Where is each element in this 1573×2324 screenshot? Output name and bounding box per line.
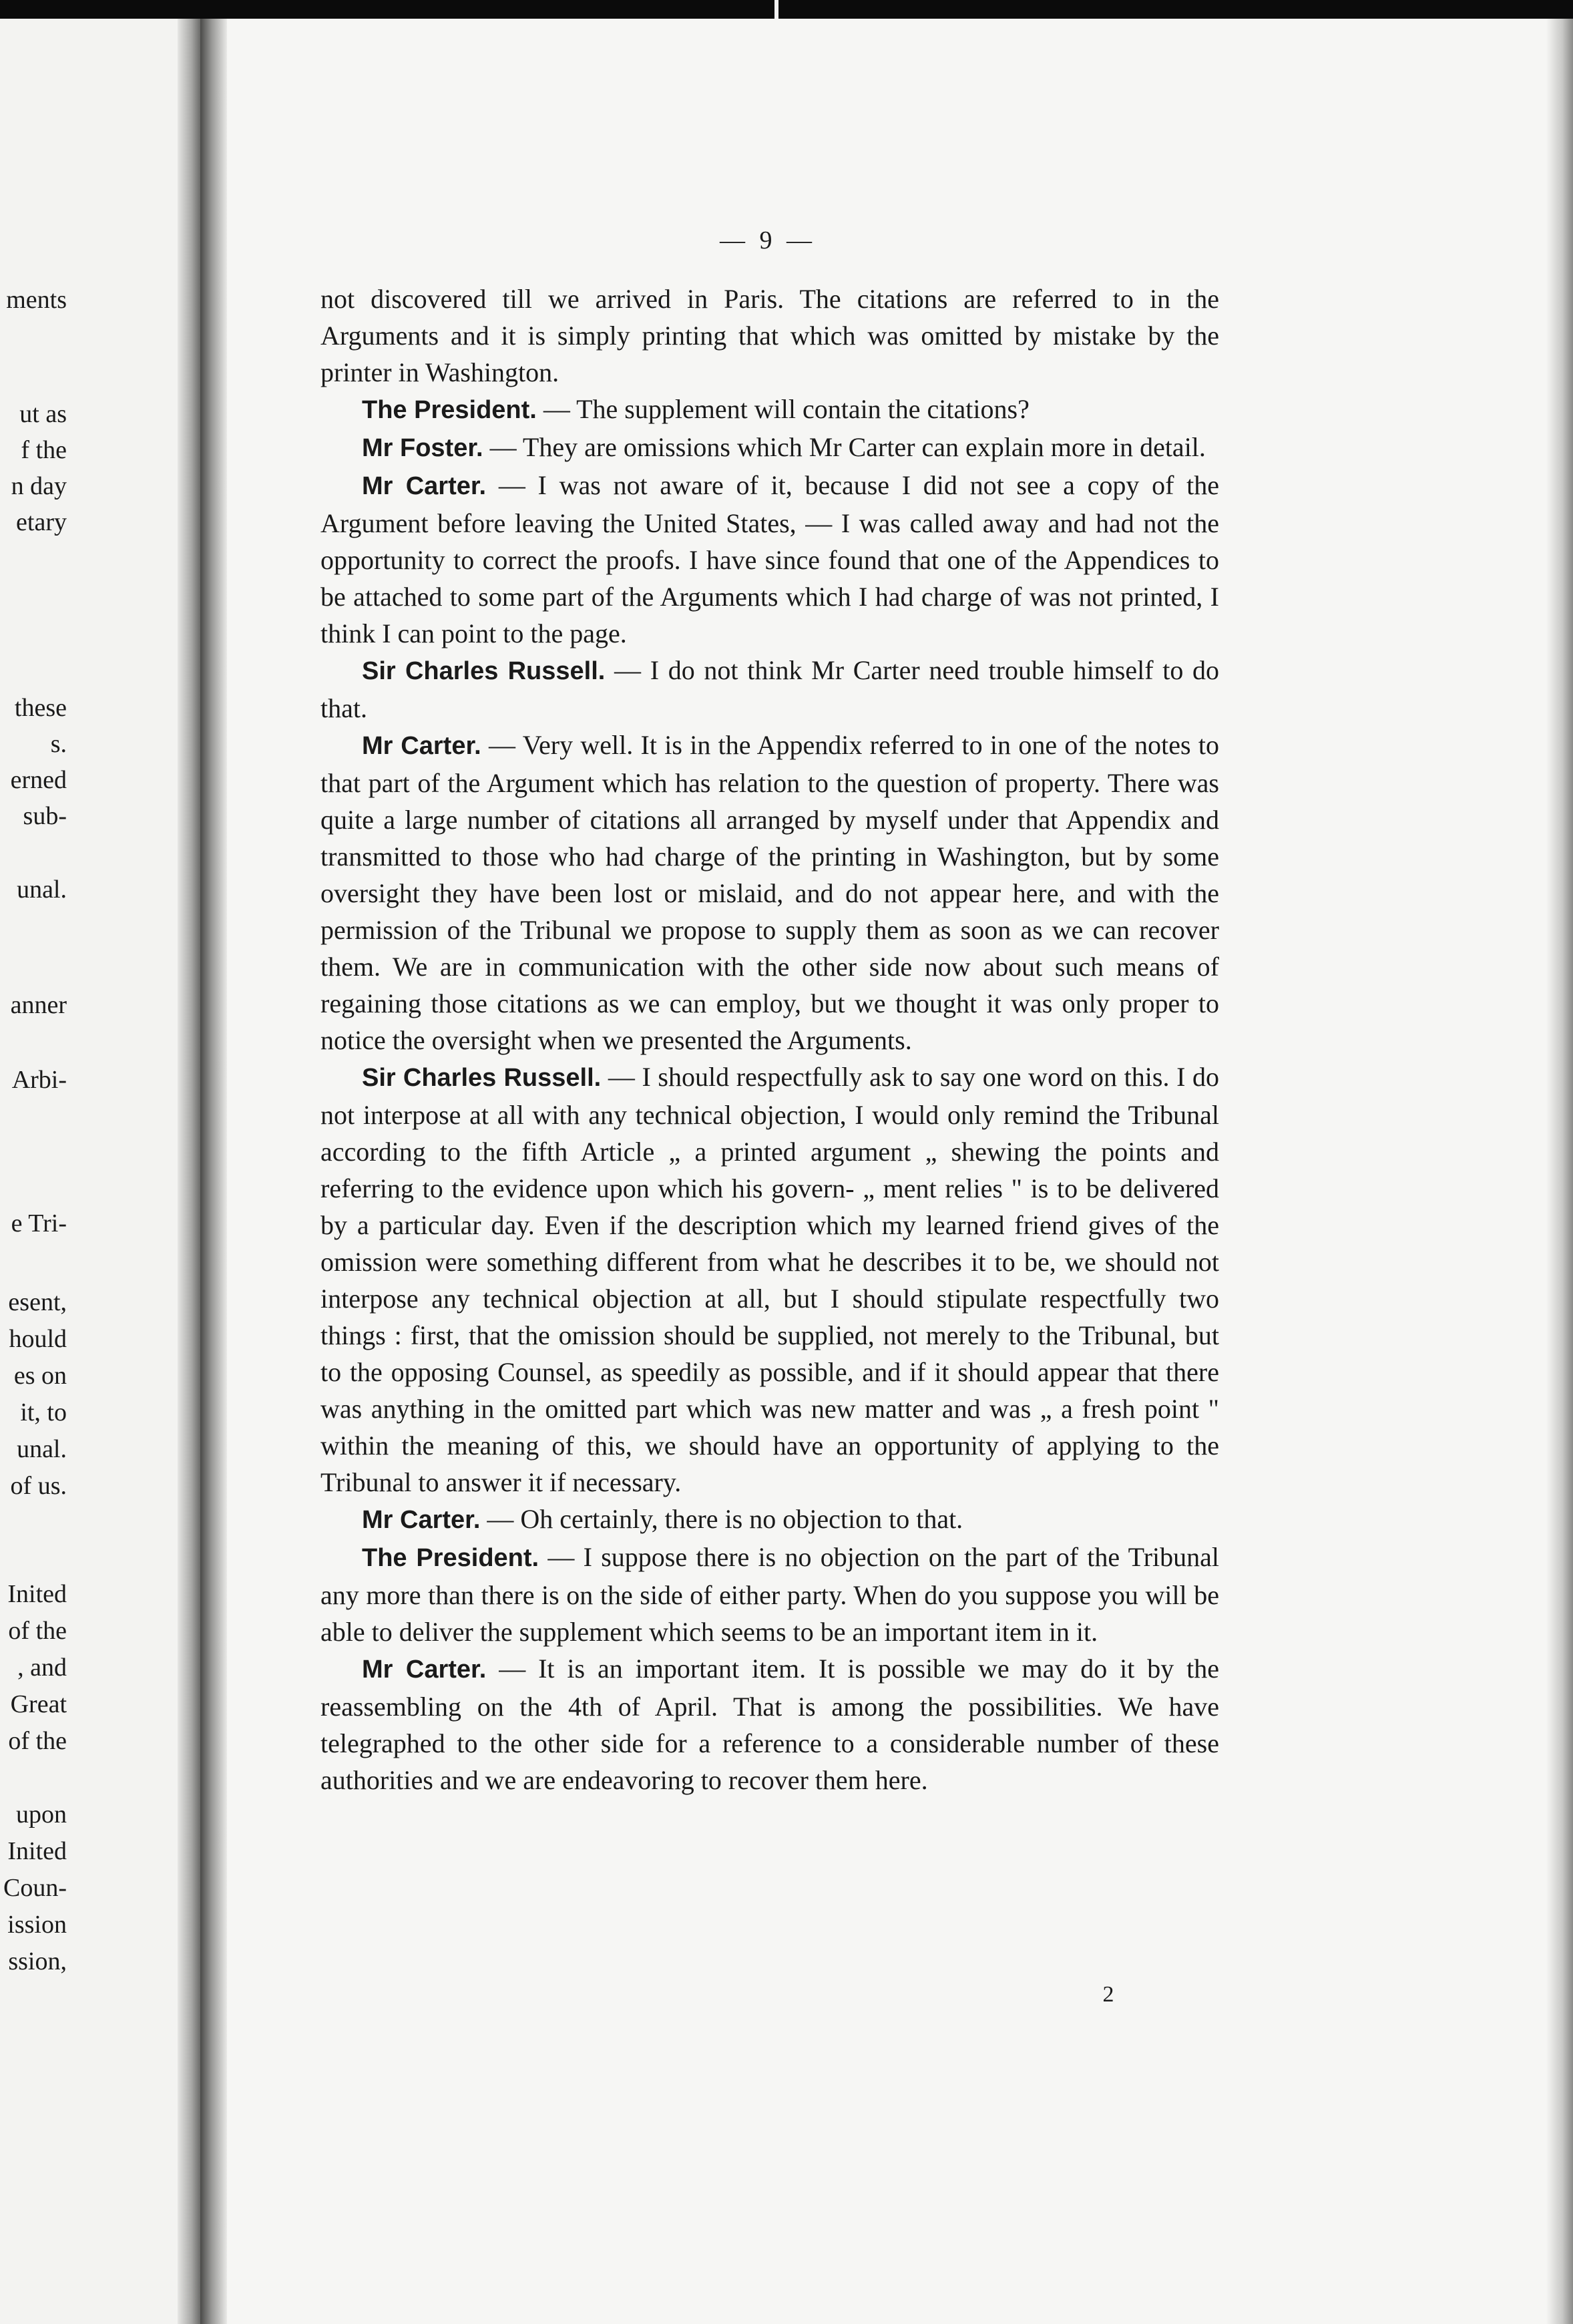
fragment-line: Coun- [3, 1874, 67, 1902]
left-fragment-2 [0, 396, 67, 540]
paragraph [320, 1058, 1219, 1501]
fragment-line: ments [6, 286, 67, 314]
fragment-line: of the [8, 1727, 67, 1755]
fragment-line: s. [50, 730, 67, 758]
left-fragment-3 [0, 690, 67, 834]
fragment-line: erned [10, 766, 67, 794]
left-fragment-4 [0, 877, 67, 902]
fragment-line: of us. [10, 1472, 67, 1500]
transcript-body [320, 280, 1219, 1798]
fragment-line: of the [8, 1617, 67, 1645]
fragment-line: hould [9, 1325, 67, 1353]
fragment-line: these [14, 694, 67, 722]
paragraph [320, 429, 1219, 467]
fragment-line: n day [11, 472, 67, 500]
fragment-line: unal. [17, 876, 67, 904]
speaker-name: Sir Charles Russell. [362, 1064, 602, 1092]
paragraph [320, 467, 1219, 652]
left-page [0, 19, 200, 2324]
page-number: — 9 — [720, 226, 816, 254]
speaker-name: Mr Foster. [362, 434, 483, 462]
paragraph-text: — They are omissions which Mr Carter can explain more in detail. [489, 432, 1206, 462]
speaker-name: Mr Carter. [362, 732, 481, 760]
paragraph [320, 280, 1219, 391]
paragraph [320, 1539, 1219, 1650]
paragraph-text: — Oh certainly, there is no objection to that. [487, 1504, 963, 1534]
paragraph-text: — I should respectfully ask to say one word on this. I do not interpose at all with any technical objection, I would only remind the Tribunal according to the fifth Article „ a printed argument „ shewing the points and referring to the evidence upon which his govern- „ ment relies " is to be delivered by a particular day. Even if the description which my learned friend gives of the omission were something different from what he describes it to be, we should not interpose any technical objection at all, but I should stipulate respectfully two things : first, that the omission should be supplied, not merely to the Tribunal, but to the opposing Counsel, as speedily as possible, and if it should appear that there was anything in the omitted part which was new matter and was „ a fresh point " within the meaning of this, we should have an opportunity of applying to the Tribunal to answer it if necessary. [320, 1062, 1220, 1497]
left-page-gutter [178, 19, 200, 2324]
speaker-name: Mr Carter. [362, 1656, 487, 1684]
paragraph [320, 1501, 1219, 1539]
speaker-name: Mr Carter. [362, 472, 487, 500]
fragment-line: es on [13, 1362, 67, 1390]
right-page-edge [1546, 19, 1573, 2324]
top-edge-mark [774, 0, 778, 19]
paragraph-text: — The supplement will contain the citations? [543, 394, 1030, 424]
speaker-name: The President. [362, 1544, 539, 1572]
fragment-line: etary [16, 508, 67, 536]
left-fragment-1 [0, 287, 67, 313]
fragment-line: esent, [8, 1288, 67, 1316]
paragraph-text: — It is an important item. It is possible we may do it by the reassembling on the 4th of April. That is among the possibilities. We have telegraphed to the other side for a reference to a considerable number of these authorities and we are endeavoring to recover them here. [320, 1654, 1220, 1795]
fragment-line: ut as [19, 400, 67, 428]
speaker-name: Sir Charles Russell. [362, 657, 606, 685]
paragraph-text: — I was not aware of it, because I did not see a copy of the Argument before leaving the United States, — I was called away and had not the opportunity to correct the proofs. I have since found that one of the Appendices to be attached to some part of the Arguments which I had charge of was not printed, I think I can point to the page. [320, 470, 1219, 648]
left-fragment-8 [0, 1284, 67, 1505]
left-fragment-6 [0, 1067, 67, 1093]
paragraph-text: not discovered till we arrived in Paris. The citations are referred to in the Arguments and it is simply printing that which was omitted by mistake by the printer in Washington. [320, 284, 1219, 387]
fragment-line: , and [17, 1654, 67, 1682]
paragraph-text: — Very well. It is in the Appendix referred to in one of the notes to that part of the Argument which has relation to the question of property. There was quite a large number of citations all arranged by myself under that Appendix and transmitted to those who had charge of the printing in Washington, but by some oversight they have been lost or mislaid, and do not appear here, and with the permission of the Tribunal we propose to supply them as soon as we can recover them. We are in communication with the other side now about such means of regaining those citations as we can employ, but we thought it was only proper to notice the oversight when we presented the Arguments. [320, 730, 1219, 1055]
paragraph-text: — I do not think Mr Carter need trouble himself to do that. [320, 655, 1220, 723]
paragraph [320, 652, 1219, 727]
paragraph-text: — I suppose there is no objection on the part of the Tribunal any more than there is on the side of either party. When do you suppose you will be able to deliver the supplement which seems to be an important item in it. [320, 1542, 1220, 1647]
fragment-line: Great [10, 1690, 67, 1718]
fragment-line: sub- [23, 802, 67, 830]
left-fragment-5 [0, 992, 67, 1018]
fragment-line: e Tri- [11, 1209, 67, 1237]
fragment-line: unal. [17, 1435, 67, 1463]
fragment-line: it, to [20, 1398, 67, 1426]
speaker-name: The President. [362, 396, 537, 424]
fragment-line: ssion, [8, 1947, 67, 1975]
left-fragment-7 [0, 1211, 67, 1236]
left-fragment-9 [0, 1576, 67, 1760]
left-fragment-10 [0, 1796, 67, 1980]
speaker-name: Mr Carter. [362, 1506, 481, 1534]
paragraph [320, 1650, 1219, 1798]
paragraph [320, 727, 1219, 1058]
fragment-line: anner [10, 991, 67, 1019]
paragraph [320, 391, 1219, 429]
fragment-line: Inited [7, 1837, 67, 1865]
fragment-line: Arbi- [11, 1066, 67, 1094]
fragment-line: f the [21, 436, 67, 464]
fragment-line: Inited [7, 1580, 67, 1608]
binding-shadow [200, 19, 227, 2324]
signature-mark: 2 [1102, 1982, 1114, 2007]
fragment-line: upon [16, 1800, 67, 1828]
fragment-line: ission [7, 1911, 67, 1939]
